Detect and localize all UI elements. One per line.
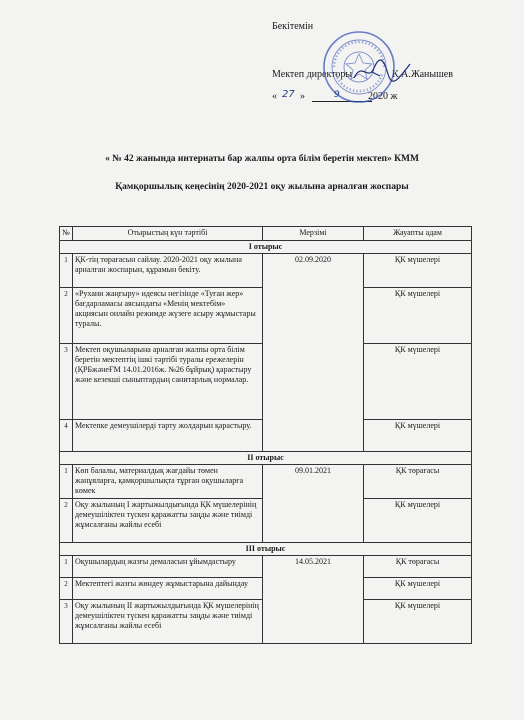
director-label: Мектеп директоры bbox=[272, 69, 353, 80]
section-date: 02.09.2020 bbox=[263, 254, 364, 452]
section-title: II отырыс bbox=[60, 452, 472, 465]
header-date: Мерзімі bbox=[263, 227, 364, 241]
plan-table bbox=[59, 226, 472, 644]
row-num: 3 bbox=[60, 600, 73, 644]
table-row bbox=[60, 556, 472, 578]
row-responsible: ҚК мүшелері bbox=[364, 344, 472, 420]
header-responsible: Жауапты адам bbox=[364, 227, 472, 241]
section-row bbox=[60, 241, 472, 254]
row-responsible: ҚК мүшелері bbox=[364, 254, 472, 288]
row-responsible: ҚК мүшелері bbox=[364, 420, 472, 452]
row-agenda: ҚК-тің төрағасын сайлау. 2020-2021 оқу жылына арналған жоспарын, құрамын бекіту. bbox=[73, 254, 263, 288]
signature-icon bbox=[352, 56, 412, 86]
approval-month: 9 bbox=[334, 90, 340, 100]
row-num: 1 bbox=[60, 465, 73, 499]
table-row bbox=[60, 254, 472, 288]
row-num: 2 bbox=[60, 578, 73, 600]
section-row bbox=[60, 543, 472, 556]
row-responsible: ҚК мүшелері bbox=[364, 499, 472, 543]
row-agenda: Көп балалы, материалдық жағдайы төмен жанұяларға, қамқоршылықта тұрған оқушыларға көмек bbox=[73, 465, 263, 499]
row-num: 1 bbox=[60, 254, 73, 288]
row-agenda: Оқу жылының I жартыжылдығында ҚК мүшелерінің демеушіліктен түскен қаражатты заңды және тиімді жұмсалғаны жайлы есебі bbox=[73, 499, 263, 543]
plan-title: Қамқоршылық кеңесінің 2020-2021 оқу жылына арналған жоспары bbox=[115, 182, 409, 192]
row-num: 3 bbox=[60, 344, 73, 420]
row-num: 2 bbox=[60, 499, 73, 543]
approval-heading: Бекітемін bbox=[272, 21, 314, 32]
section-title: III отырыс bbox=[60, 543, 472, 556]
row-responsible: ҚК мүшелері bbox=[364, 578, 472, 600]
row-agenda: Мектеп оқушыларына арналған жалпы орта білім беретін мектептің ішкі тәртібі туралы ережелерін (ҚРБжәнеҒМ 14.01.2016ж. №26 бұйрық) қарастыру және кезекші сыныптардың санитарлық нормалар. bbox=[73, 344, 263, 420]
row-responsible: ҚК төрағасы bbox=[364, 465, 472, 499]
header-agenda: Отырыстың күн тәртібі bbox=[73, 227, 263, 241]
header-num: № bbox=[60, 227, 73, 241]
row-responsible: ҚК мүшелері bbox=[364, 600, 472, 644]
row-num: 4 bbox=[60, 420, 73, 452]
approval-day: 27 bbox=[282, 89, 295, 100]
section-date: 14.05.2021 bbox=[263, 556, 364, 644]
row-agenda: Оқушылардың жазғы демаласын ұйымдастыру bbox=[73, 556, 263, 578]
row-num: 2 bbox=[60, 288, 73, 344]
table-header-row bbox=[60, 227, 472, 241]
row-num: 1 bbox=[60, 556, 73, 578]
quote-open: « bbox=[272, 91, 277, 102]
director-name: К.А.Жанышев bbox=[392, 69, 453, 80]
row-agenda: «Рухани жаңғыру» идеясы негізінде «Туған жер» бағдарламасы аясындағы «Менің мектебім» акциясын онлайн режимде жүзеге асыру жұмыстары туралы. bbox=[73, 288, 263, 344]
row-agenda: Мектепке демеушілерді тарту жолдарын қарастыру. bbox=[73, 420, 263, 452]
row-responsible: ҚК мүшелері bbox=[364, 288, 472, 344]
approval-year: 2020 ж bbox=[368, 91, 398, 102]
table-row bbox=[60, 465, 472, 499]
row-agenda: Оқу жылының II жартыжылдығында ҚК мүшелерінің демеушіліктен түскен қаражатты заңды және тиімді жұмсалғаны жайлы есебі bbox=[73, 600, 263, 644]
section-title: I отырыс bbox=[60, 241, 472, 254]
row-agenda: Мектептегі жазғы жөндеу жұмыстарына дайындау bbox=[73, 578, 263, 600]
section-date: 09.01.2021 bbox=[263, 465, 364, 543]
school-title: « № 42 жанында интернаты бар жалпы орта білім беретін мектеп» КММ bbox=[105, 154, 419, 164]
section-row bbox=[60, 452, 472, 465]
quote-close: » bbox=[300, 91, 305, 102]
row-responsible: ҚК төрағасы bbox=[364, 556, 472, 578]
